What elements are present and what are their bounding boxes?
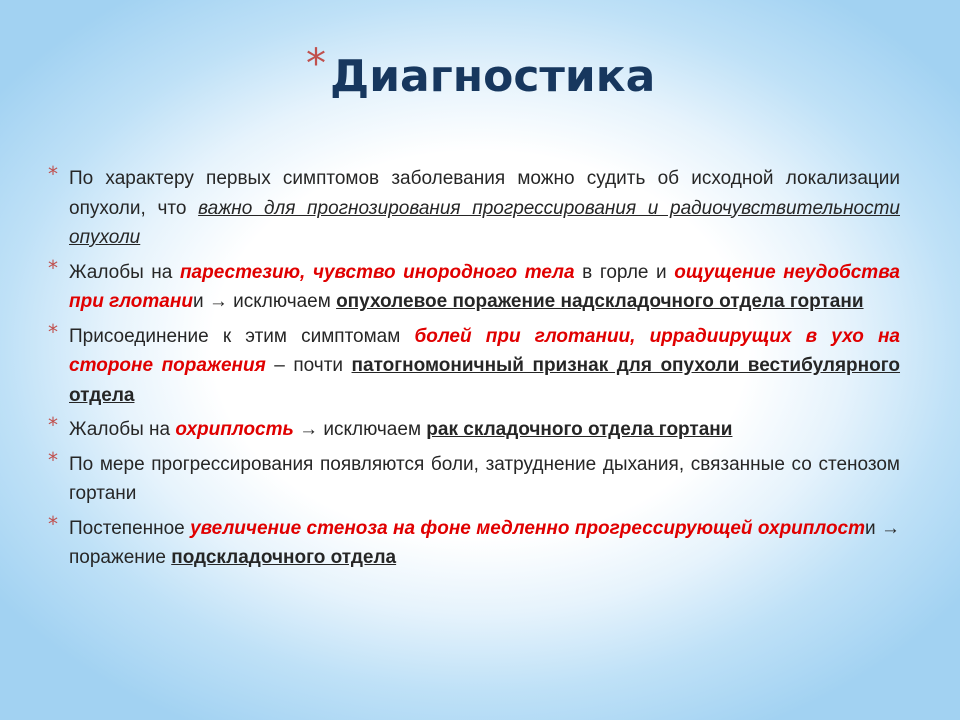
item-text: в горле и <box>574 261 675 283</box>
bullet-asterisk-icon: * <box>48 319 58 344</box>
item-text: – почти <box>265 355 352 376</box>
bullet-asterisk-icon: * <box>48 413 58 437</box>
list-item <box>48 164 900 253</box>
item-highlight: парестезию, чувство инородного тела <box>179 261 575 283</box>
slide-title <box>306 42 655 112</box>
title-text: Диагностика <box>330 51 656 102</box>
item-text: → исключаем <box>293 419 427 440</box>
item-highlight: охриплость <box>175 419 294 440</box>
item-conclusion: рак складочного отдела гортани <box>426 419 733 440</box>
list-item <box>48 447 900 509</box>
item-highlight: болей при глотании, иррадиирущих в ухо на стороне поражения <box>69 325 900 376</box>
list-item <box>48 255 900 317</box>
list-item <box>48 415 900 445</box>
item-text: По характеру первых симптомов заболевания можно судить об исходной локализации опухоли, что <box>69 168 900 219</box>
item-conclusion: опухолевое поражение надскладочного отдела гортани <box>336 291 864 312</box>
item-conclusion: подскладочного отдела <box>171 547 397 568</box>
item-text: и → поражение <box>69 517 900 568</box>
item-text: Присоединение к этим симптомам <box>69 325 415 347</box>
bullet-asterisk-icon: * <box>48 162 58 186</box>
item-highlight: увеличение стеноза на фоне медленно прогрессирующей охриплост <box>190 517 866 539</box>
title-asterisk-icon: * <box>306 41 326 87</box>
item-emphasis: важно для прогнозирования прогрессирования и радиочувствительности опухоли <box>69 197 900 248</box>
list-item <box>48 319 901 411</box>
item-text: По мере прогрессирования появляются боли, затруднение дыхания, связанные со стенозом гортани <box>69 453 900 504</box>
bullet-list <box>48 164 900 578</box>
item-highlight: ощущение неудобства при глотани <box>69 261 900 312</box>
item-text: Жалобы на <box>69 261 180 283</box>
bullet-asterisk-icon: * <box>48 255 58 280</box>
item-text: Жалобы на <box>69 419 176 440</box>
list-item <box>48 511 900 573</box>
bullet-asterisk-icon: * <box>48 447 58 472</box>
item-conclusion: патогномоничный признак для опухоли вестибулярного отдела <box>69 355 901 406</box>
item-text: и → исключаем <box>192 291 337 312</box>
item-text: Постепенное <box>69 517 191 539</box>
bullet-asterisk-icon: * <box>48 511 58 536</box>
